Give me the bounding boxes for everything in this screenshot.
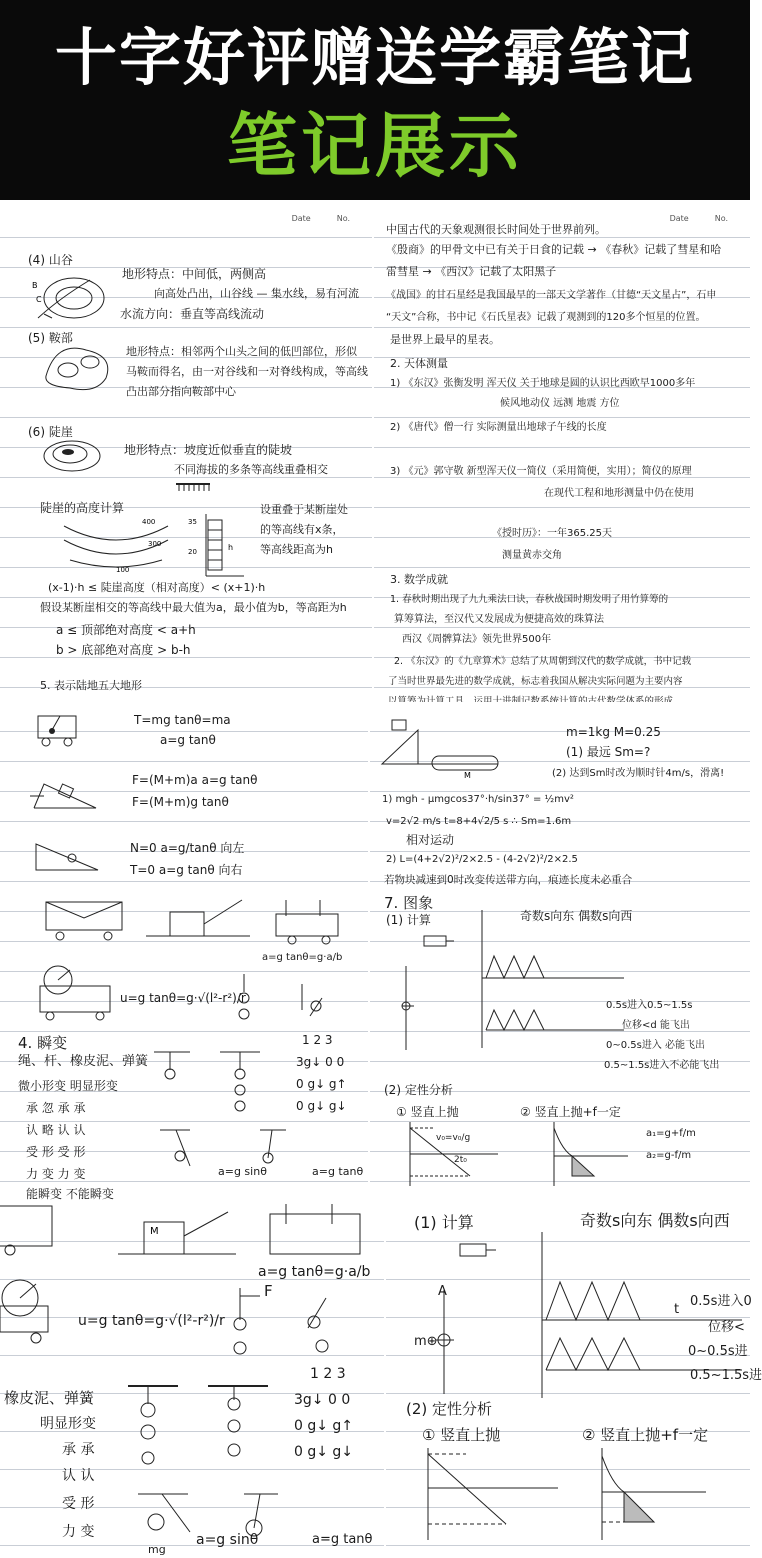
hanging-masses-sketch bbox=[150, 1048, 290, 1178]
table-cell: 3g↓ 0 0 bbox=[294, 1392, 351, 1408]
note-line: 0.5s进入0 bbox=[690, 1294, 752, 1309]
table-cell: 0 g↓ g↓ bbox=[294, 1444, 354, 1460]
note-line: 不同海拔的多条等高线重叠相交 bbox=[174, 463, 328, 476]
svg-text:300: 300 bbox=[148, 540, 162, 548]
problem-line: 若物块减速到0时改变传送带方向，痕迹长度未必重合 bbox=[384, 874, 633, 886]
table-row: 微小形变 明显形变 bbox=[18, 1079, 118, 1093]
valley-contour-sketch bbox=[30, 268, 110, 328]
formula-line: T=mg tanθ=ma bbox=[134, 713, 231, 727]
note-line: 假设某断崖相交的等高线中最大值为a，最小值为b，等高距为h bbox=[40, 601, 347, 614]
note-line: 等高线距高为h bbox=[260, 543, 333, 556]
note-line: 地形特点：坡度近似垂直的陡坡 bbox=[124, 443, 293, 457]
table-row: 认 认 bbox=[62, 1468, 95, 1484]
note-line: 雷彗星 → 《西汉》记载了太阳黑子 bbox=[386, 265, 557, 278]
banner-title: 十字好评赠送学霸笔记 bbox=[54, 21, 695, 94]
section-title: 7. 图象 bbox=[384, 894, 434, 912]
formula-line: a=g tanθ=g·a/b bbox=[262, 952, 343, 963]
cliff-height-diagram bbox=[186, 510, 246, 580]
note-line: 的等高线有x条， bbox=[260, 523, 344, 536]
note-line: 马鞍而得名，由一对谷线和一对脊线构成，等高线 bbox=[126, 365, 368, 378]
problem-line: (1) 最远 Sm=? bbox=[566, 745, 651, 759]
formula-line: a=g tanθ bbox=[312, 1532, 373, 1547]
graph-caption: 奇数s向东 偶数s向西 bbox=[580, 1211, 730, 1230]
note-line: 1. 春秋时期出现了九九乘法口诀，春秋战国时期发明了用竹算筹的 bbox=[390, 594, 669, 605]
table-row: 受 形 受 形 bbox=[26, 1145, 86, 1159]
cliff-contour-sketch bbox=[40, 436, 110, 476]
table-cell: 0 g↓ g↑ bbox=[296, 1077, 347, 1091]
note-line: 3. 数学成就 bbox=[390, 573, 448, 586]
note-line: (4) 山谷 bbox=[28, 253, 73, 267]
note-line: (6) 陡崖 bbox=[28, 425, 73, 439]
svg-text:C: C bbox=[36, 295, 42, 304]
incline-ball-sketch bbox=[32, 838, 102, 874]
note-line: 2. 《东汉》的《九章算术》总结了从周朝到汉代的数学成就，书中记载 bbox=[394, 656, 692, 667]
section-title: (1) 计算 bbox=[414, 1213, 474, 1232]
svg-text:100: 100 bbox=[116, 566, 130, 574]
note-line: 2. 天体测量 bbox=[390, 357, 448, 370]
force-label: F bbox=[264, 1282, 273, 1300]
table-cell: 0 g↓ g↑ bbox=[294, 1418, 354, 1434]
table-row: 受 形 bbox=[62, 1496, 95, 1512]
weight-label: mg bbox=[148, 1543, 166, 1556]
page-header: Date No. bbox=[669, 214, 728, 223]
note-line: 3) 《元》郭守敬 新型浑天仪一简仪（采用简便，实用）；简仪的原理 bbox=[390, 466, 692, 477]
formula-line: a=g tanθ=g·a/b bbox=[258, 1264, 371, 1280]
section-title: (2) 定性分析 bbox=[384, 1083, 453, 1097]
vt-graph-small bbox=[394, 906, 644, 1056]
note-line: 凸出部分指向鞍部中心 bbox=[126, 385, 236, 398]
table-row: 承 承 bbox=[62, 1442, 95, 1458]
formula-line: a=g tanθ bbox=[160, 733, 216, 747]
note-page-geography bbox=[0, 208, 372, 700]
svg-text:20: 20 bbox=[188, 548, 197, 556]
svg-text:h: h bbox=[228, 543, 234, 552]
svg-text:B: B bbox=[32, 281, 38, 290]
formula-line: F=(M+m)a a=g tanθ bbox=[132, 773, 258, 787]
note-line: 了当时世界最先进的数学成就，标志着我国从解决实际问题为主要内容 bbox=[388, 676, 683, 687]
note-line: 1) 《东汉》张衡发明 浑天仪 关于地球是圆的认识比西欧早1000多年 bbox=[390, 378, 696, 389]
section-title: 4. 瞬变 bbox=[18, 1034, 68, 1052]
problem-line: ① 竖直上抛 bbox=[396, 1105, 459, 1119]
note-line: 设重叠于某断崖处 bbox=[260, 503, 348, 516]
note-page-physics-motion bbox=[370, 702, 750, 1202]
note-page-history bbox=[374, 208, 750, 708]
note-line: 0.5~1.5s进 bbox=[690, 1368, 762, 1383]
formula-line: a=g tanθ bbox=[312, 1165, 364, 1178]
conveyor-incline-sketch bbox=[378, 710, 508, 784]
graph-caption: ① 竖直上抛 bbox=[422, 1426, 501, 1444]
problem-line: (1) 计算 bbox=[386, 913, 431, 927]
zoom-hanging-masses bbox=[118, 1382, 288, 1552]
table-cell: 3g↓ 0 0 bbox=[296, 1055, 345, 1069]
graph-caption: ② 竖直上抛+f一定 bbox=[582, 1426, 709, 1444]
formula-line: N=0 a=g/tanθ 向左 bbox=[130, 841, 245, 855]
formula-line: F=(M+m)g tanθ bbox=[132, 795, 229, 809]
note-line: (5) 鞍部 bbox=[28, 331, 73, 345]
note-page-zoom-right bbox=[386, 1204, 762, 1555]
formula-line: u=g tanθ=g·√(l²-r²)/r bbox=[78, 1313, 225, 1329]
note-line: 在现代工程和地形测量中仍在使用 bbox=[544, 488, 694, 499]
note-line: a ≤ 顶部绝对高度 < a+h bbox=[56, 623, 196, 637]
cliff-symbol bbox=[176, 482, 212, 492]
note-line: 陡崖的高度计算 bbox=[40, 501, 125, 515]
svg-text:35: 35 bbox=[188, 518, 197, 526]
table-row: 力 变 bbox=[62, 1524, 95, 1540]
promo-banner bbox=[0, 0, 750, 200]
note-line: 0~0.5s进 bbox=[688, 1344, 748, 1359]
zoom-spring-sketch bbox=[226, 1282, 346, 1362]
problem-line: 0.5~1.5s进入不必能飞出 bbox=[604, 1060, 720, 1071]
formula-line: a=g sinθ bbox=[196, 1532, 259, 1548]
problem-line: 1) mgh - μmgcos37°·h/sin37° = ½mv² bbox=[382, 794, 574, 805]
table-row: 力 变 力 变 bbox=[26, 1167, 86, 1181]
axis-label: t bbox=[674, 1302, 680, 1317]
note-line: 候风地动仪 远测 地震 方位 bbox=[500, 398, 620, 409]
page-header: Date No. bbox=[291, 214, 350, 223]
section-title: (2) 定性分析 bbox=[406, 1400, 493, 1418]
note-line: 地形特点：中间低，两侧高 bbox=[122, 267, 267, 281]
note-line: “天文”合称，书中记《石氏星表》记载了观测到的120多个恒星的位置。 bbox=[386, 312, 706, 323]
axis-label: A bbox=[438, 1284, 447, 1299]
spring-mass-sketch bbox=[236, 970, 336, 1030]
table-row: 能瞬变 不能瞬变 bbox=[26, 1187, 114, 1201]
zoom-cart-sketches bbox=[0, 1204, 384, 1264]
note-line: 中国古代的天象观测很长时间处于世界前列。 bbox=[386, 223, 606, 236]
table-row: 橡皮泥、弹簧 bbox=[4, 1389, 95, 1407]
table-cell: 0 g↓ g↓ bbox=[296, 1099, 347, 1113]
table-row: 认 略 认 认 bbox=[26, 1123, 86, 1137]
table-header: 1 2 3 bbox=[310, 1366, 346, 1382]
cart-pendulum-sketch bbox=[34, 710, 80, 748]
rolling-ball-cart-sketch bbox=[34, 962, 114, 1022]
problem-line: 奇数s向东 偶数s向西 bbox=[520, 909, 633, 923]
svg-text:400: 400 bbox=[142, 518, 156, 526]
formula-line: a=g sinθ bbox=[218, 1165, 267, 1178]
note-line: 位移< bbox=[708, 1320, 745, 1335]
note-line: 《授时历》：一年365.25天 bbox=[492, 528, 612, 539]
cliff-profile-sketch bbox=[60, 514, 172, 574]
note-line: 《殷商》的甲骨文中已有关于日食的记载 → 《春秋》记载了彗星和哈 bbox=[386, 243, 722, 256]
cart-sketches bbox=[30, 890, 350, 950]
note-line: (x-1)·h ≤ 陡崖高度（相对高度）< (x+1)·h bbox=[48, 581, 266, 594]
problem-line: v=2√2 m/s t=8+4√2/5 s ∴ Sm=1.6m bbox=[386, 816, 572, 827]
svg-text:M: M bbox=[464, 771, 471, 780]
problem-line: 0.5s进入0.5~1.5s bbox=[606, 1000, 693, 1011]
problem-line: 位移<d 能飞出 bbox=[622, 1020, 690, 1031]
note-line: 西汉《周髀算法》领先世界500年 bbox=[402, 634, 552, 645]
problem-line: 0~0.5s进入 必能飞出 bbox=[606, 1040, 706, 1051]
note-page-physics-dynamics bbox=[0, 702, 368, 1202]
formula-line: 2t₀ bbox=[454, 1155, 467, 1165]
note-line: 水流方向：垂直等高线流动 bbox=[120, 307, 265, 321]
problem-line: (2) 达到Sm时改为顺时针4m/s，滑离! bbox=[552, 768, 725, 779]
note-line: b > 底部绝对高度 > b-h bbox=[56, 643, 191, 657]
formula-line: u=g tanθ=g·√(l²-r²)/r bbox=[120, 991, 246, 1005]
formula-line: T=0 a=g tanθ 向右 bbox=[130, 863, 243, 877]
note-line: 5. 表示陆地五大地形 bbox=[40, 679, 142, 692]
axis-label: m⊕ bbox=[414, 1334, 438, 1349]
note-line: 2) 《唐代》僧一行 实际测量出地球子午线的长度 bbox=[390, 422, 607, 433]
incline-block-sketch bbox=[30, 776, 100, 812]
formula-line: v₀=v₀/g bbox=[436, 1133, 471, 1143]
note-page-zoom-left bbox=[0, 1204, 384, 1555]
note-line: 测量黄赤交角 bbox=[502, 550, 562, 561]
saddle-contour-sketch bbox=[36, 336, 116, 396]
formula-line: a₂=g-f/m bbox=[646, 1150, 692, 1161]
note-line: 《战国》的甘石星经是我国最早的一部天文学著作（甘德“天文星占”，石申 bbox=[386, 290, 717, 301]
note-line: 地形特点：相邻两个山头之间的低凹部位，形似 bbox=[126, 345, 357, 358]
note-line: 向高处凸出，山谷线 — 集水线，易有河流 bbox=[154, 287, 359, 300]
table-row: 绳、杆、橡皮泥、弹簧 bbox=[18, 1054, 149, 1069]
problem-line: 2) L=(4+2√2)²/2×2.5 - (4-2√2)²/2×2.5 bbox=[386, 854, 578, 865]
note-line: 算筹算法，至汉代又发展成为便捷高效的珠算法 bbox=[394, 614, 604, 625]
banner-subtitle: 笔记展示 bbox=[227, 105, 523, 187]
problem-line: 相对运动 bbox=[406, 833, 455, 847]
table-row: 承 忽 承 承 bbox=[26, 1101, 86, 1115]
problem-line: ② 竖直上抛+f一定 bbox=[520, 1105, 621, 1119]
note-line: 是世界上最早的星表。 bbox=[390, 333, 500, 346]
problem-line: m=1kg M=0.25 bbox=[566, 725, 661, 739]
table-row: 明显形变 bbox=[40, 1416, 96, 1432]
zoom-ball-cart bbox=[0, 1272, 80, 1352]
formula-line: a₁=g+f/m bbox=[646, 1128, 696, 1139]
zoom-throw-graphs bbox=[406, 1444, 746, 1544]
svg-text:M: M bbox=[150, 1226, 159, 1237]
table-header: 1 2 3 bbox=[302, 1033, 333, 1047]
